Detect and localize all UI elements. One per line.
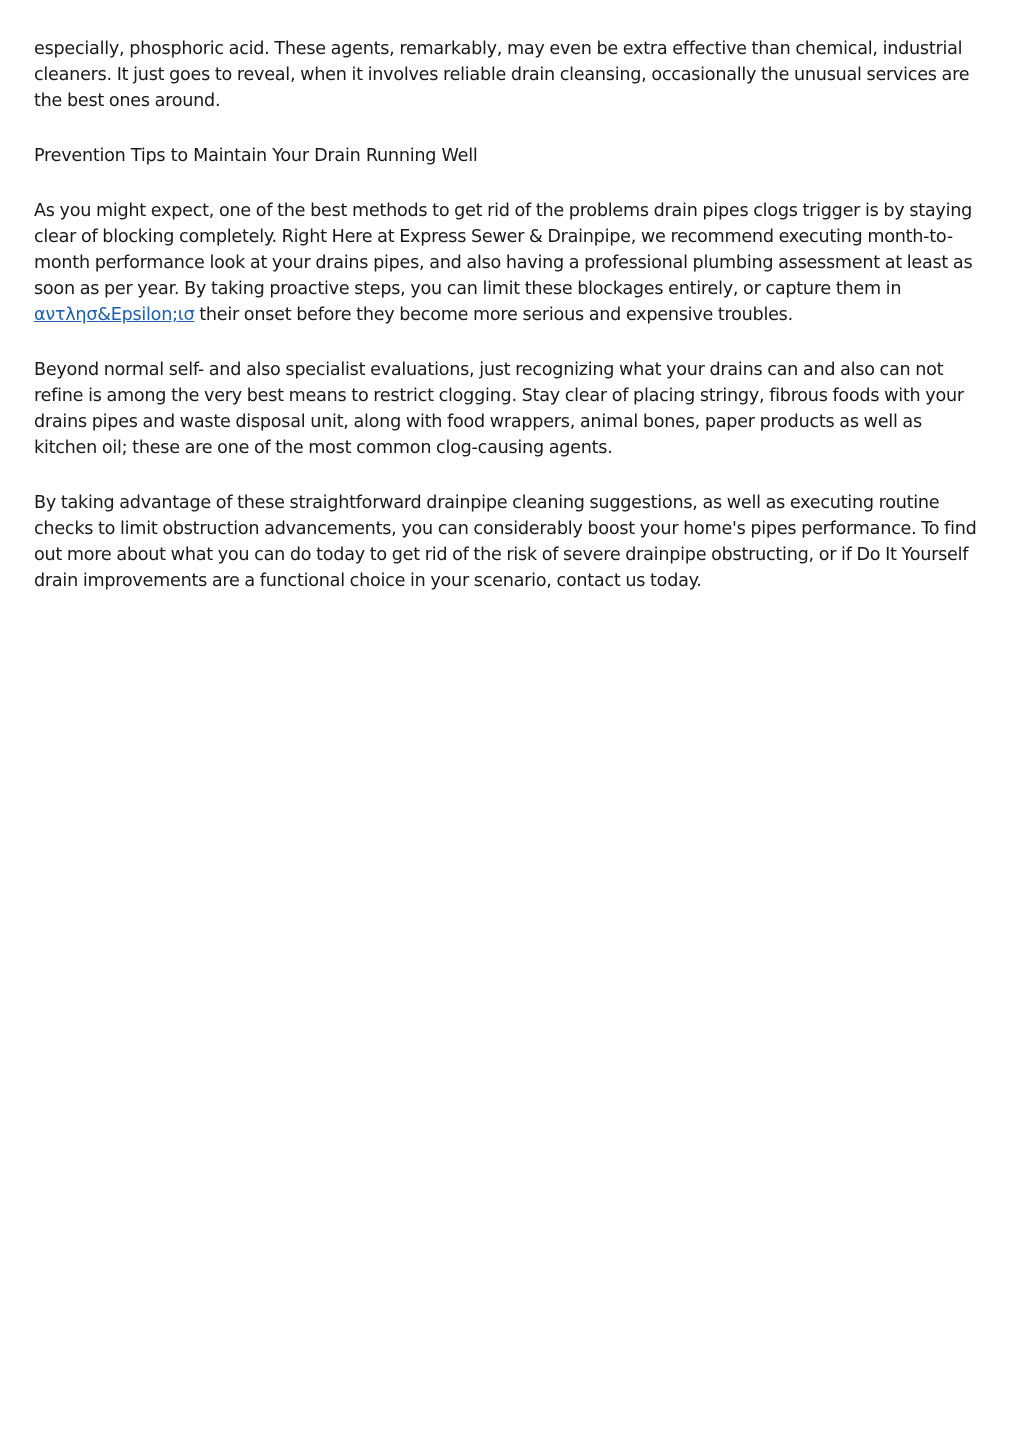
document-page: [34, 36, 984, 623]
paragraph-evaluations: Beyond normal self- and also specialist evaluations, just recognizing what your drains can and also can not refine is among the very best means to restrict clogging. Stay clear of placing stringy, fibrous foods with your drains pipes and waste disposal unit, along with food wrappers, animal bones, paper products as well as kitchen oil; these are one of the most common clog-causing agents.: [34, 360, 964, 458]
paragraph-acid-cleaners: especially, phosphoric acid. These agents, remarkably, may even be extra effective than chemical, industrial cleaners. It just goes to reveal, when it involves reliable drain cleansing, occasionally the unusual services are the best ones around.: [34, 39, 970, 111]
paragraph-prevention-text-start: As you might expect, one of the best methods to get rid of the problems drain pipes clogs trigger is by staying clear of blocking completely. Right Here at Express Sewer & Drainpipe, we recommend executing month-to-month performance look at your drains pipes, and also having a professional plumbing assessment at least as soon as per year. By taking proactive steps, you can limit these blockages entirely, or capture them in: [34, 201, 973, 299]
section-heading-prevention: Prevention Tips to Maintain Your Drain Running Well: [34, 146, 478, 166]
paragraph-contact: By taking advantage of these straightforward drainpipe cleaning suggestions, as well as executing routine checks to limit obstruction advancements, you can considerably boost your home's pipes performance. To find out more about what you can do today to get rid of the risk of severe drainpipe obstructing, or if Do It Yourself drain improvements are a functional choice in your scenario, contact us today.: [34, 493, 977, 591]
inline-link[interactable]: αντλησ&Epsilon;ισ: [34, 305, 195, 325]
paragraph-prevention: [34, 198, 984, 328]
paragraph-prevention-text-end: their onset before they become more serious and expensive troubles.: [194, 305, 793, 325]
